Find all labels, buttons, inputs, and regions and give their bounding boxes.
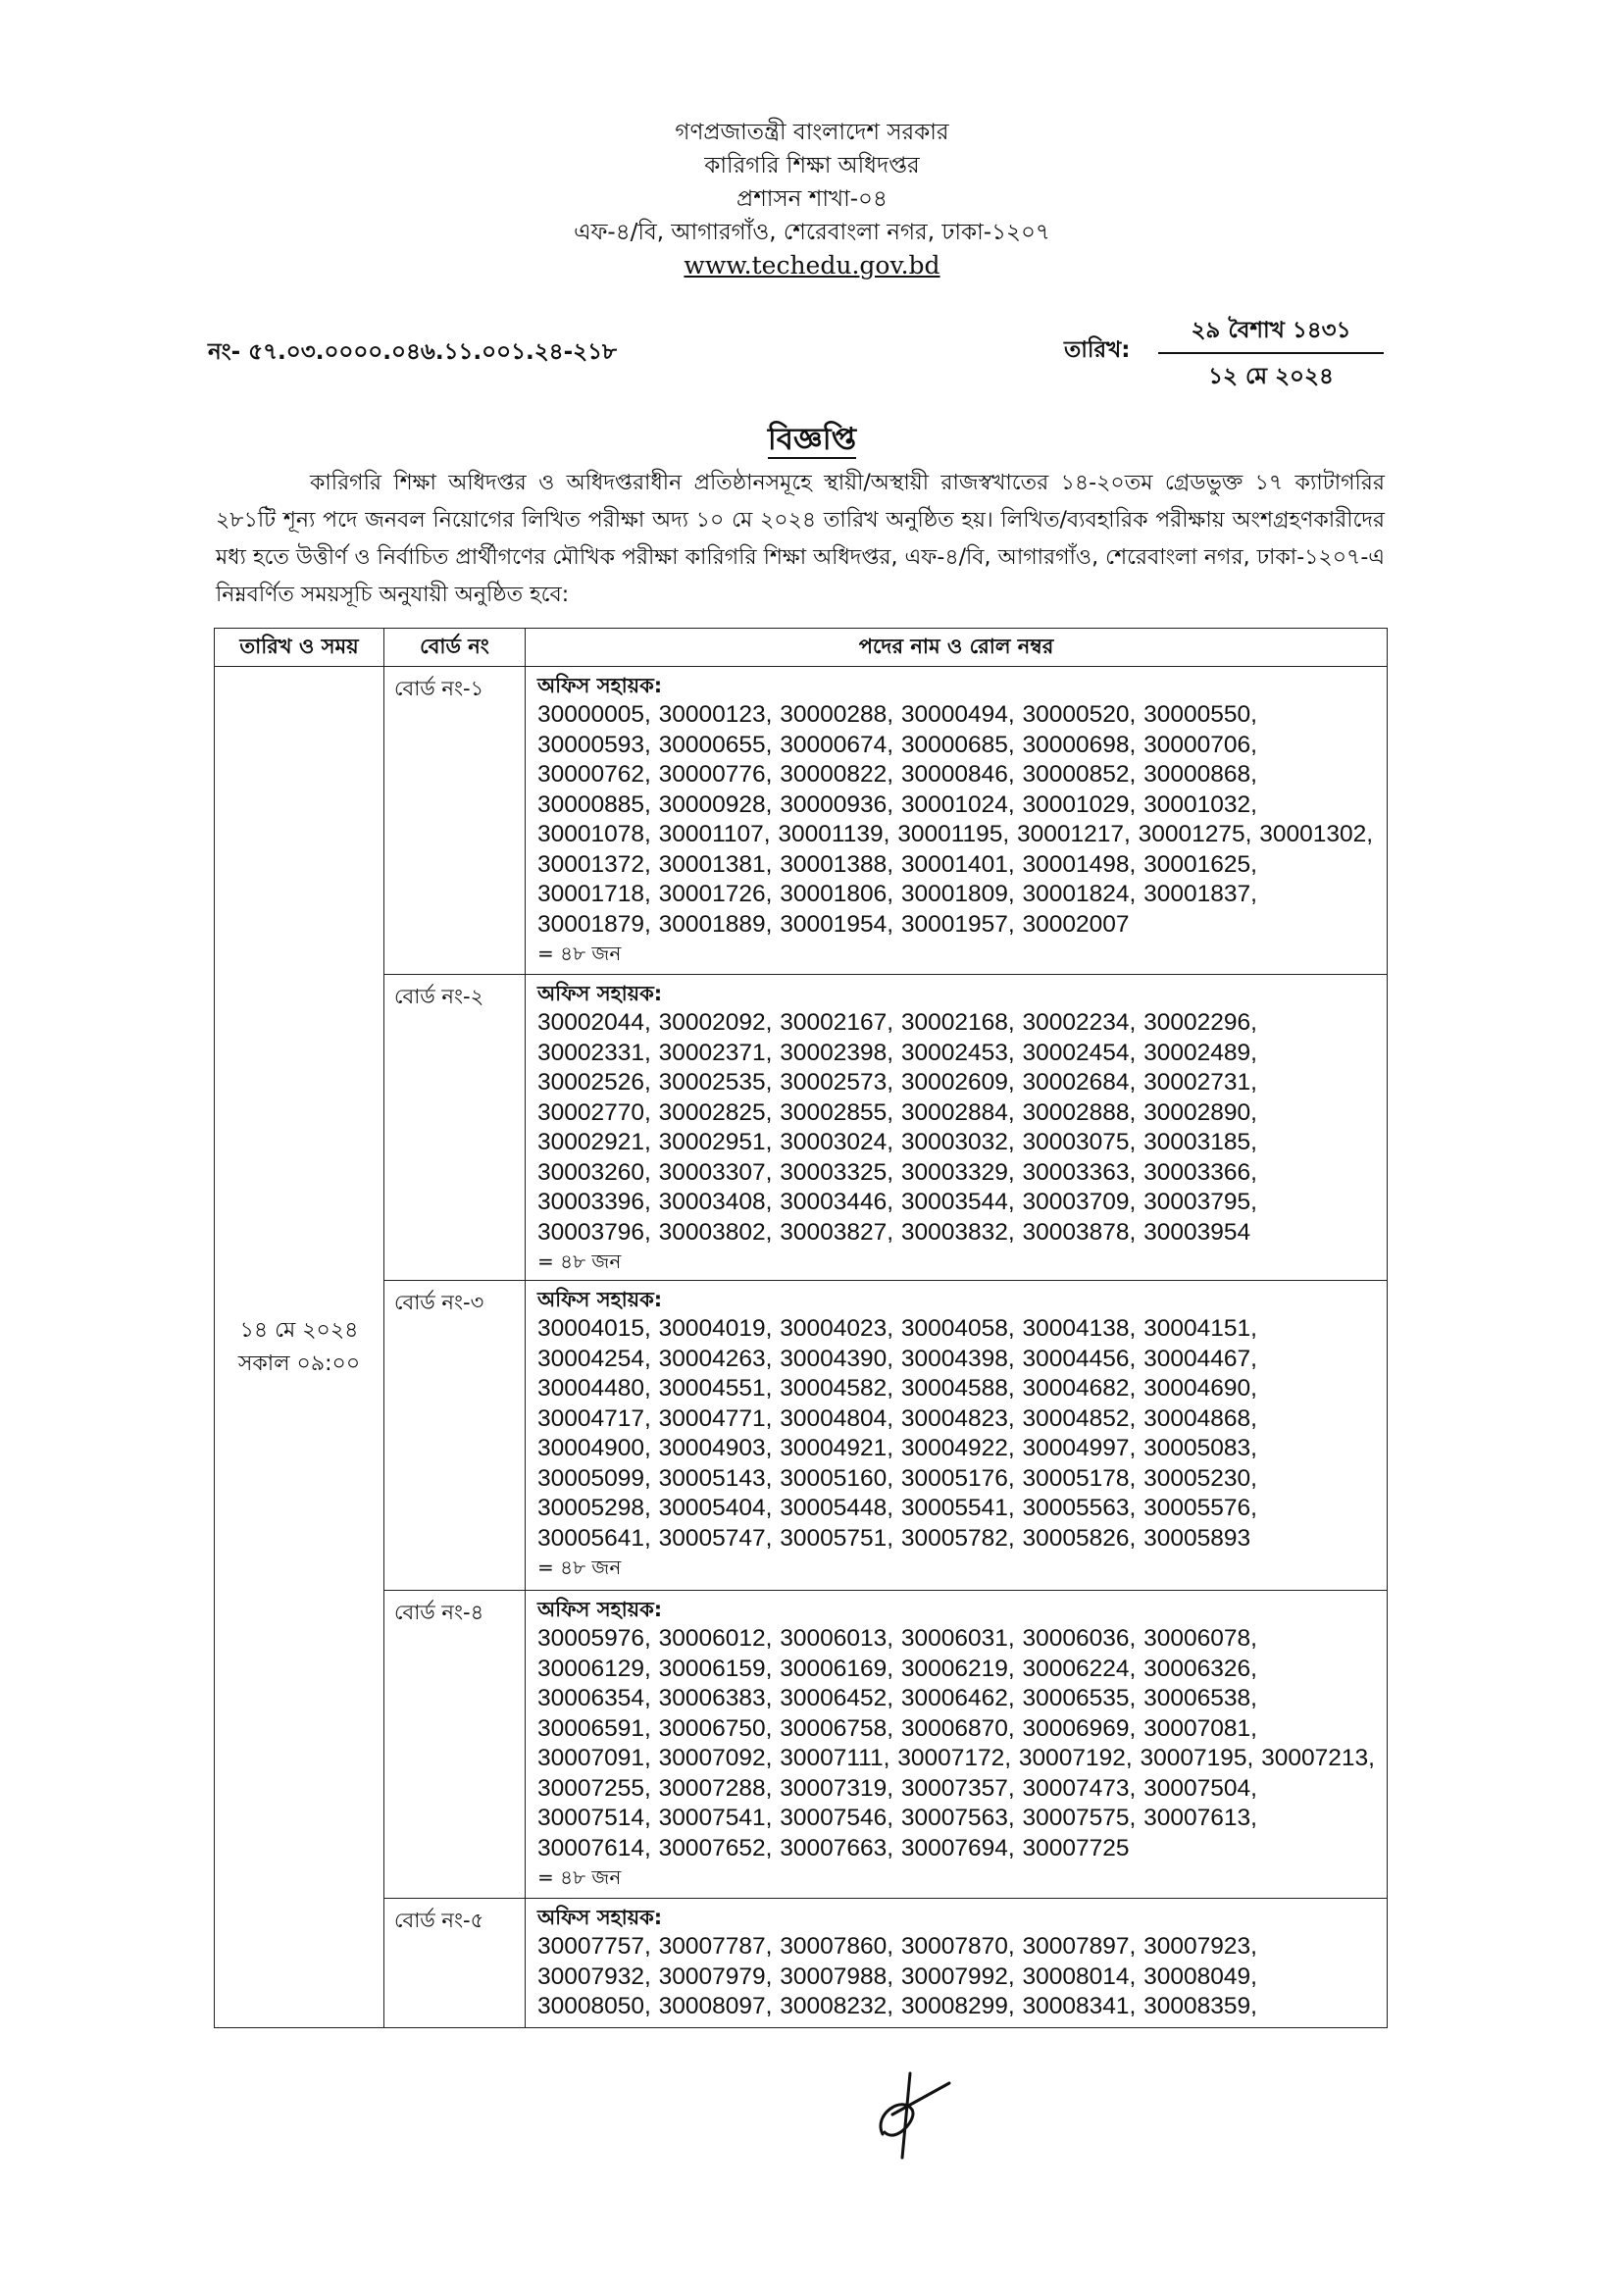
header-date-time: তারিখ ও সময়	[215, 629, 384, 667]
roll-cell	[526, 1591, 1388, 1899]
table-header-row	[215, 629, 1388, 667]
candidate-total: = ৪৮ জন	[537, 1865, 622, 1889]
date-time-cell	[215, 667, 384, 2028]
roll-cell	[526, 1899, 1388, 2028]
table-row	[215, 1899, 1388, 2028]
board-number: বোর্ড নং-১	[384, 667, 526, 975]
board-number: বোর্ড নং-২	[384, 975, 526, 1281]
reference-number: নং- ৫৭.০৩.০০০০.০৪৬.১১.০০১.২৪-২১৮	[208, 339, 617, 365]
post-name: অফিস সহায়ক:	[537, 1906, 663, 1929]
table-row	[215, 1281, 1388, 1591]
roll-numbers: 30004015, 30004019, 30004023, 30004058, 30004138, 30004151, 30004254, 30004263, 30004390, 30004398, 30004456, 30004467, 30004480, 30004551, 30004582, 30004588, 30004682, 30004690, 30004717, 30004771, 30004804, 30004823, 30004852, 30004868, 30004900, 30004903, 30004921, 30004922, 30004997, 30005083, 30005099, 30005143, 30005160, 30005176, 30005178, 30005230, 30005298, 30005404, 30005448, 30005541, 30005563, 30005576, 30005641, 30005747, 30005751, 30005782, 30005826, 30005893	[537, 1315, 1257, 1552]
date-english: ১২ মে ২০২৪	[1208, 364, 1334, 389]
signature-mark	[853, 2056, 961, 2167]
post-name: অফিস সহায়ক:	[537, 982, 663, 1005]
table-row	[215, 667, 1388, 975]
department-name: কারিগরি শিক্ষা অধিদপ্তর	[704, 153, 920, 178]
branch-name: প্রশাসন শাখা-০৪	[736, 186, 888, 212]
board-number: বোর্ড নং-৪	[384, 1591, 526, 1899]
roll-numbers: 30005976, 30006012, 30006013, 30006031, 30006036, 30006078, 30006129, 30006159, 30006169, 30006219, 30006224, 30006326, 30006354, 30006383, 30006452, 30006462, 30006535, 30006538, 30006591, 30006750, 30006758, 30006870, 30006969, 30007081, 30007091, 30007092, 30007111, 30007172, 30007192, 30007195, 30007213, 30007255, 30007288, 30007319, 30007357, 30007473, 30007504, 30007514, 30007541, 30007546, 30007563, 30007575, 30007613, 30007614, 30007652, 30007663, 30007694, 30007725	[537, 1625, 1375, 1861]
table-row	[215, 1591, 1388, 1899]
roll-numbers: 30000005, 30000123, 30000288, 30000494, 30000520, 30000550, 30000593, 30000655, 30000674, 30000685, 30000698, 30000706, 30000762, 30000776, 30000822, 30000846, 30000852, 30000868, 30000885, 30000928, 30000936, 30001024, 30001029, 30001032, 30001078, 30001107, 30001139, 30001195, 30001217, 30001275, 30001302, 30001372, 30001381, 30001388, 30001401, 30001498, 30001625, 30001718, 30001726, 30001806, 30001809, 30001824, 30001837, 30001879, 30001889, 30001954, 30001957, 30002007	[537, 701, 1374, 938]
roll-numbers: 30007757, 30007787, 30007860, 30007870, 30007897, 30007923, 30007932, 30007979, 30007988, 30007992, 30008014, 30008049, 30008050, 30008097, 30008232, 30008299, 30008341, 30008359,	[537, 1933, 1257, 2019]
candidate-total: = ৪৮ জন	[537, 1249, 622, 1273]
header-board: বোর্ড নং	[384, 629, 526, 667]
office-address: এফ-৪/বি, আগারগাঁও, শেরেবাংলা নগর, ঢাকা-১২০৭	[574, 220, 1050, 245]
header-post-roll: পদের নাম ও রোল নম্বর	[526, 629, 1388, 667]
date-label: তারিখ:	[1064, 337, 1131, 363]
roll-cell	[526, 667, 1388, 975]
table-row	[215, 975, 1388, 1281]
post-name: অফিস সহায়ক:	[537, 1288, 663, 1311]
roll-numbers: 30002044, 30002092, 30002167, 30002168, 30002234, 30002296, 30002331, 30002371, 30002398, 30002453, 30002454, 30002489, 30002526, 30002535, 30002573, 30002609, 30002684, 30002731, 30002770, 30002825, 30002855, 30002884, 30002888, 30002890, 30002921, 30002951, 30003024, 30003032, 30003075, 30003185, 30003260, 30003307, 30003325, 30003329, 30003363, 30003366, 30003396, 30003408, 30003446, 30003544, 30003709, 30003795, 30003796, 30003802, 30003827, 30003832, 30003878, 30003954	[537, 1009, 1257, 1246]
board-number: বোর্ড নং-৩	[384, 1281, 526, 1591]
post-name: অফিস সহায়ক:	[537, 674, 663, 697]
letterhead	[0, 116, 1624, 282]
roll-cell	[526, 1281, 1388, 1591]
website-link[interactable]: www.techedu.gov.bd	[684, 251, 940, 280]
candidate-total: = ৪৮ জন	[537, 942, 622, 965]
post-name: অফিস সহায়ক:	[537, 1598, 663, 1621]
viva-schedule-table	[214, 628, 1388, 2028]
date-values	[1158, 312, 1384, 396]
notice-body: কারিগরি শিক্ষা অধিদপ্তর ও অধিদপ্তরাধীন প্রতিষ্ঠানসমূহে স্থায়ী/অস্থায়ী রাজস্বখাতের ১৪-২০তম গ্রেডভুক্ত ১৭ ক্যাটাগরির ২৮১টি শূন্য পদে জনবল নিয়োগের লিখিত পরীক্ষা অদ্য ১০ মে ২০২৪ তারিখ অনুষ্ঠিত হয়। লিখিত/ব্যবহারিক পরীক্ষায় অংশগ্রহণকারীদের মধ্য হতে উত্তীর্ণ ও নির্বাচিত প্রার্থীগণের মৌখিক পরীক্ষা কারিগরি শিক্ষা অধিদপ্তর, এফ-৪/বি, আগারগাঁও, শেরেবাংলা নগর, ঢাকা-১২০৭-এ নিম্নবর্ণিত সময়সূচি অনুযায়ী অনুষ্ঠিত হবে:	[216, 471, 1385, 607]
notice-title: বিজ্ঞপ্তি	[767, 422, 857, 457]
exam-time: সকাল ০৯:০০	[237, 1351, 361, 1376]
candidate-total: = ৪৮ জন	[537, 1555, 622, 1579]
roll-cell	[526, 975, 1388, 1281]
exam-date: ১৪ মে ২০২৪	[239, 1317, 359, 1343]
government-name: গণপ্রজাতন্ত্রী বাংলাদেশ সরকার	[675, 120, 949, 145]
board-number: বোর্ড নং-৫	[384, 1899, 526, 2028]
date-bangla: ২৯ বৈশাখ ১৪৩১	[1158, 312, 1384, 354]
